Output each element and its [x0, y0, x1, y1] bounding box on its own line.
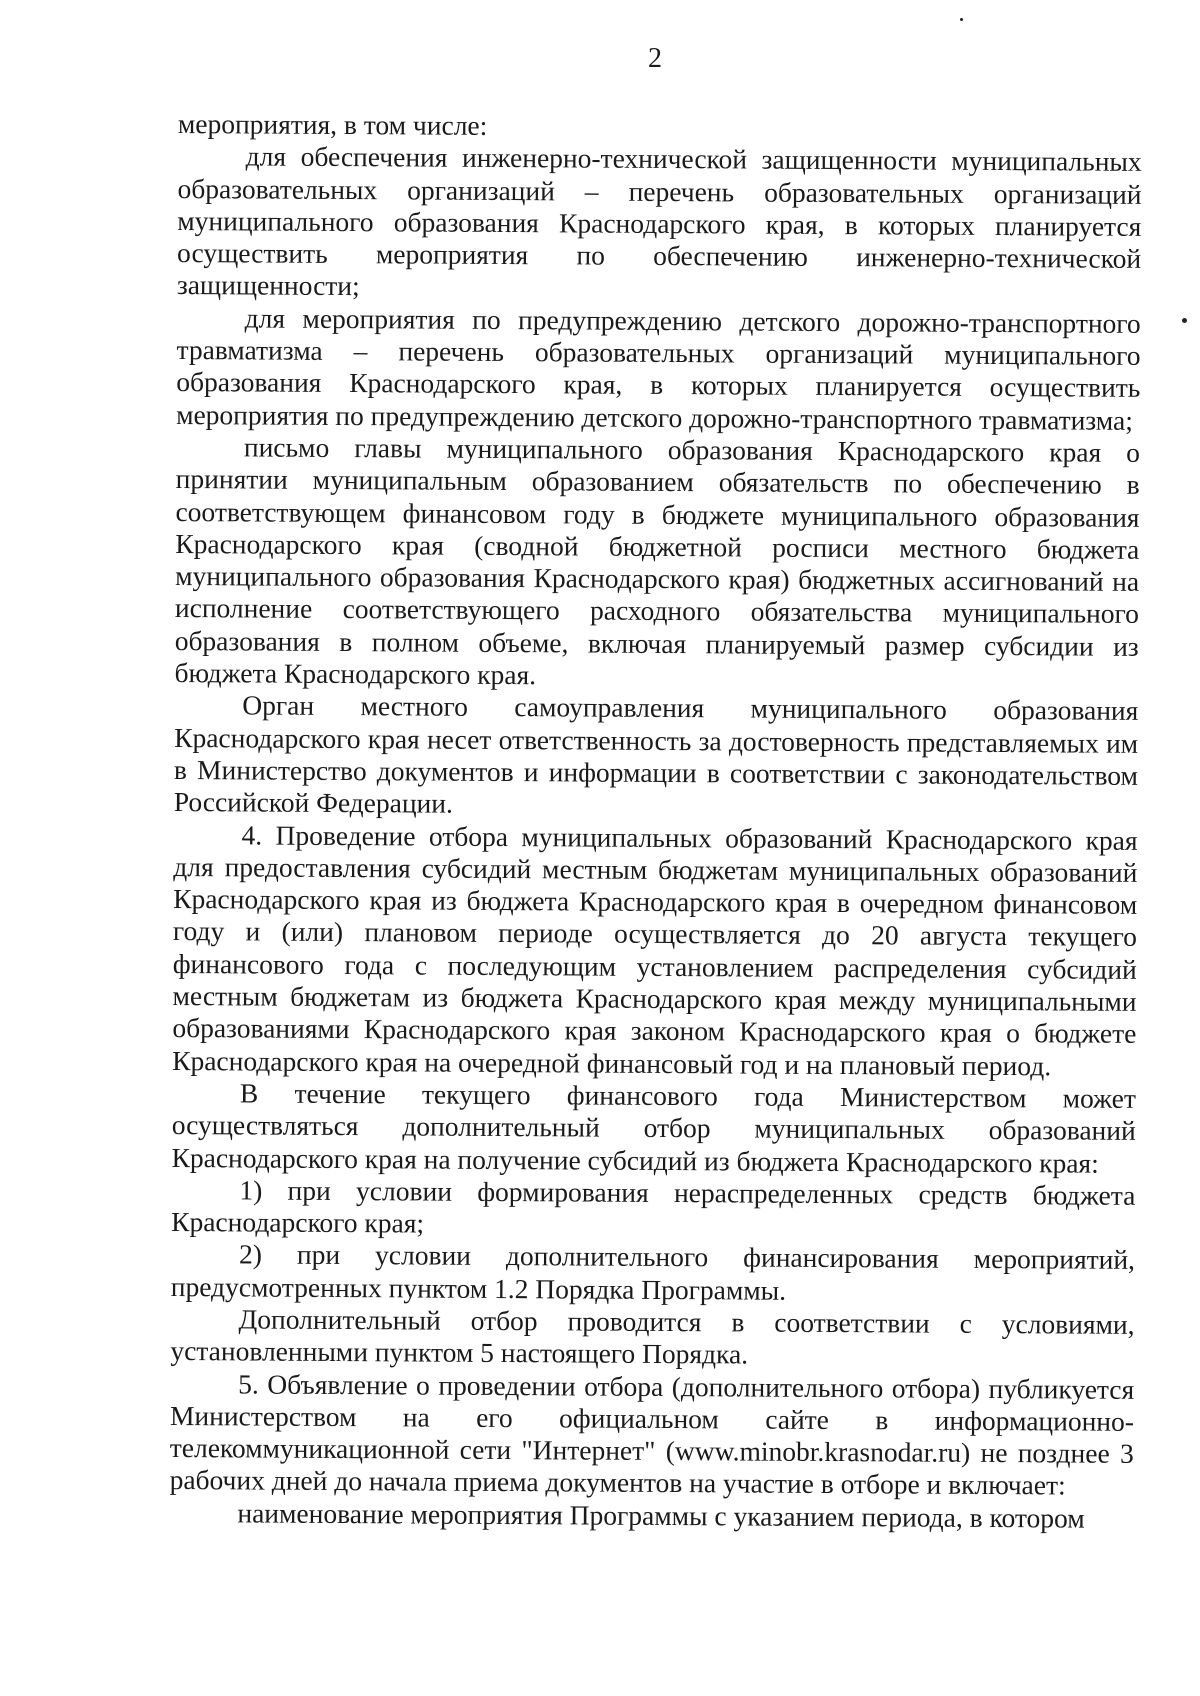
- paragraph-section-4: 4. Проведение отбора муниципальных образований Краснодарского края для предоставления субсидий местным бюджетам муниципальных образований Краснодарского края из бюджета Краснодарского края в очередном финансовом году и (или) плановом периоде осуществляется до 20 августа текущего финансового года с последующим установлением распределения субсидий местным бюджетам из бюджета Краснодарского края между муниципальными образованиями Краснодарского края законом Краснодарского края о бюджете Краснодарского края на очередной финансовый год и на плановый период.: [172, 818, 1138, 1081]
- scan-speck: [960, 18, 963, 21]
- paragraph-road-safety: для мероприятия по предупреждению детского дорожно-транспортного травматизма – перечень образовательных организаций муниципального образования Краснодарского края, в которых планируется осуществить мероприятия по предупреждению детского дорожно-транспортного травматизма;: [176, 302, 1141, 436]
- paragraph-head-letter: письмо главы муниципального образования Краснодарского края о принятии муниципальным образованием обязательств по обеспечению в соответствующем финансовом году в бюджете муниципального образования Краснодарского края (сводной бюджетной росписи местного бюджета муниципального образования Краснодарского края) бюджетных ассигнований на исполнение соответствующего расходного обязательства муниципального образования в полном объеме, включая планируемый размер субсидии из бюджета Краснодарского края.: [174, 431, 1141, 691]
- paragraph-engineering-security: для обеспечения инженерно-технической защищенности муниципальных образовательных организаций – перечень образовательных организаций муниципального образования Краснодарского края, в которых планируется осуществить мероприятия по обеспечению инженерно-технической защищенности;: [176, 140, 1142, 302]
- page-number: 2: [648, 43, 662, 74]
- paragraph-additional-selection: В течение текущего финансового года Министерством может осуществляться дополнительный отбор муниципальных образований Краснодарского края на получение субсидий из бюджета Краснодарского края:: [171, 1077, 1137, 1179]
- document-body: [169, 108, 1142, 1535]
- paragraph-additional-conditions: Дополнительный отбор проводится в соответствии с условиями, установленными пунктом 5 настоящего Порядка.: [170, 1303, 1135, 1370]
- paragraph-intro: мероприятия, в том числе:: [177, 108, 488, 141]
- paragraph-responsibility: Орган местного самоуправления муниципального образования Краснодарского края несет ответственность за достоверность представляемых им в Министерство документов и информации в соответствии с законодательством Российской Федерации.: [173, 689, 1139, 819]
- paragraph-condition-2: 2) при условии дополнительного финансирования мероприятий, предусмотренных пунктом 1.2 Порядка Программы.: [170, 1238, 1136, 1306]
- paragraph-condition-1: 1) при условии формирования нераспределенных средств бюджета Краснодарского края;: [171, 1174, 1136, 1239]
- scan-speck: [1182, 318, 1187, 323]
- paragraph-section-5: 5. Объявление о проведении отбора (дополнительного отбора) публикуется Министерством на его официальном сайте в информационно-телекоммуникационной сети "Интернет" (www.minobr.krasnodar.ru) не позднее 3 рабочих дней до начала приема документов на участие в отборе и включает:: [169, 1367, 1135, 1501]
- paragraph-program-name: наименование мероприятия Программы с указанием периода, в котором: [237, 1497, 1085, 1534]
